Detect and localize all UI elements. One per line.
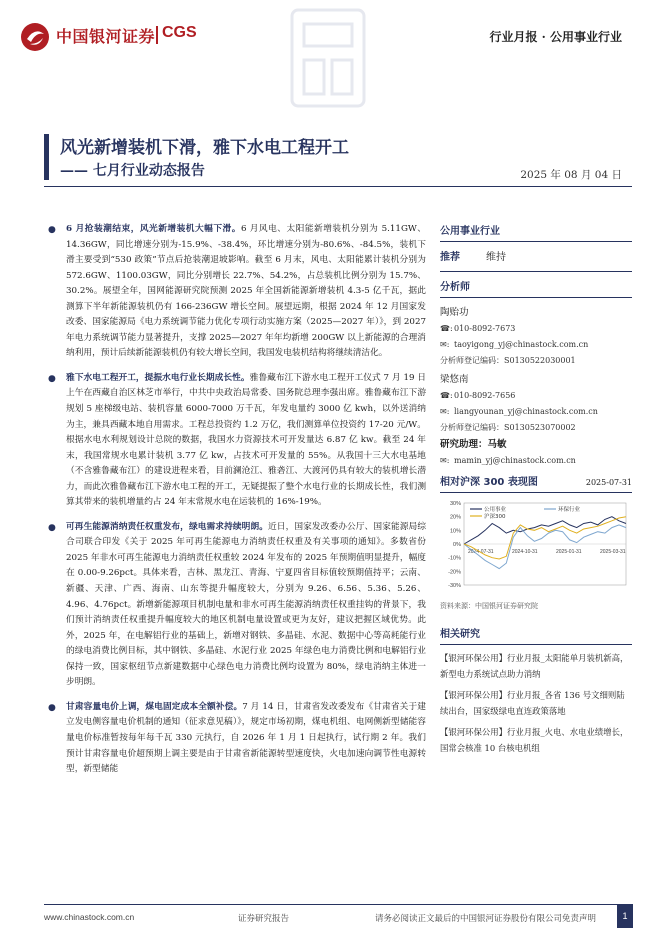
sidebar [440, 222, 632, 762]
series-line [464, 517, 626, 544]
bullet-body: 6 月风电、太阳能新增装机分别为 5.11GW、14.36GW，同比增速分别为-15.9%、-38.4%，环比增速分别为-80.6%、-84.5%，装机下滑主要受到“530 政策”节点后抢装潮退坡影响。截至 6 月末，风电、太阳能累计装机分别为 572.6GW、1100.03GW，同比分别增长 22.7%、54.2%，占总装机比例分别为 15.7%、30.2%。展望全年，国网能源研究院预测 2025 年全国新能源新增装机 4.3-5 亿千瓦，据此测算下半年新能源装机仍有 166-236GW 增长空间。展望远期，根据 2024 年 12 月国家发改委、国家能源局《电力系统调节能力优化专项行动实施方案（2025—2027 年）》，到 2027 年电力系统调节能力显著提升，支撑 2025—2027 年年均新增 200GW 以上新能源的合理消纳利用，预计后续新能源装机仍有较大增长空间，我国发电装机结构将继续清洁化。 [66, 224, 426, 359]
watermark-icon [288, 4, 368, 114]
phone-icon: ☎: [440, 391, 453, 400]
y-tick-label: -10% [448, 555, 461, 562]
bullet-paragraph [44, 700, 426, 778]
brand-separator [156, 26, 158, 44]
analyst-email [440, 404, 632, 420]
bullet-icon: ● [48, 702, 56, 713]
sidebar-divider [440, 492, 632, 493]
legend-label: 环保行业 [558, 507, 581, 513]
title-accent-bar [44, 134, 49, 180]
footer-website[interactable]: www.chinastock.com.cn [44, 912, 135, 922]
y-tick-label: -20% [448, 569, 461, 576]
sidebar-divider [440, 241, 632, 242]
bullet-paragraph [44, 520, 426, 691]
analyst-phone [440, 388, 632, 404]
rating-row [440, 248, 632, 263]
rating-label: 推荐 [440, 252, 460, 263]
bullet-body: 近日，国家发改委办公厅、国家能源局综合司联合印发《关于 2025 年可再生能源电力消纳责任权重及有关事项的通知》。多数省份 2025 年非水可再生能源电力消纳责任权重较 2024 年发布的 2025 年预期值明显提升，幅度在 0.00-9.26pct。具体来看，吉林、黑龙江、青海、宁夏四省目标值较预期值持平；云南、新疆、天津、广西、海南、山东等提升幅度较大，分别为 9.26、6.56、5.36、5.26、4.96、4.76pct。新增新能源项目机制电量和非水可再生能源消纳责任权重挂钩的背景下，我们预计消纳责任权重提升幅度较大的地区机制电量设置或更为友好，建议把握区域优势。此外，2025 年，在电解铝行业的基础上，新增对钢铁、多晶硅、水泥、数据中心等高耗能行业的绿电消费比例目标，其中钢铁、多晶硅、水泥行业 2025 年绿色电力消费比例和电解铝行业保持一致，国家枢纽节点新建数据中心绿色电力消费比例均设置为 80%，绿电消纳主体进一步明朗。 [66, 521, 427, 688]
bullet-lead: 6 月抢装潮结束，风光新增装机大幅下滑。 [66, 224, 241, 234]
page-subtitle: —— 七月行业动态报告 [60, 163, 205, 179]
related-item[interactable]: 【银河环保公用】行业月报_太阳能单月装机新高，新型电力系统试点助力消纳 [440, 653, 629, 679]
page-title: 风光新增装机下滑，雅下水电工程开工 [60, 138, 349, 158]
chart-svg [440, 499, 632, 599]
phone-icon: ☎: [440, 324, 453, 333]
bullet-lead: 可再生能源消纳责任权重发布，绿电需求持续明朗。 [66, 521, 269, 532]
analyst-reg: 分析师登记编码：S0130523070002 [440, 423, 576, 432]
related-item[interactable]: 【银河环保公用】行业月报_各省 136 号文细则陆续出台，国家级绿电直连政策落地 [440, 690, 625, 716]
brand-name: 中国银河证券 [56, 27, 156, 46]
footer-divider [44, 904, 632, 905]
bullet-body: 雅鲁藏布江下游水电工程开工仪式 7 月 19 日上午在西藏自治区林芝市举行，中共中央政治局常委、国务院总理李强出席。雅鲁藏布江下游规划 5 座梯级电站、装机容量 6000-7000 万千瓦，年发电量约 3000 亿 kwh，以外送消纳为主，兼具西藏本地自用需求。工程总投资约 1.2 万亿，我们测算单位投资约 17-20 元/W。根据水电水利规划设计总院的数据，我国水力资源技术可开发量达 6.87 亿 kw。截至 24 年末，我国常规水电累计装机 3.77 亿 kw，占技术可开发量的 55%。从我国十三大水电基地（不含雅鲁藏布江）的建设进程来看，目前澜沧江、雅砻江、大渡河仍具有较大的装机增长潜力，而此次雅鲁藏布江下游水电工程的开工，无疑提振了整个水电行业的长期成长性，我们测算其带来的装机增量约占 24 年末常规水电在运装机的 16%-19%。 [66, 372, 426, 508]
analyst-phone [440, 321, 632, 337]
legend-label: 沪深300 [484, 514, 506, 520]
email-text[interactable]: taoyigong_yj@chinastock.com.cn [454, 340, 589, 349]
phone-text: 010-8092-7656 [454, 391, 516, 400]
chart-title: 相对沪深 300 表现图 [440, 477, 538, 488]
related-item[interactable]: 【银河环保公用】行业月报_火电、水电业绩增长，国常会核准 10 台核电机组 [440, 727, 629, 753]
footer-type: 证券研究报告 [238, 914, 290, 924]
report-date: 2025 年 08 月 04 日 [520, 169, 622, 181]
brand-abbr: CGS [162, 24, 197, 41]
bullet-lead: 雅下水电工程开工，提振水电行业长期成长性。 [66, 372, 250, 383]
bullet-body: 7 月 14 日，甘肃省发改委发布《甘肃省关于建立发电侧容量电价机制的通知（征求意见稿）》，规定市场初期，煤电机组、电网侧新型储能容量电价标准暂按每年每千瓦 330 元执行，自 2026 年 1 月 1 日起执行，试行期 2 年。我们预计甘肃容量电价超预期上调主要是由于甘肃省新能源转型速度快，火电加速向调节性电源转型，新型储能 [66, 701, 426, 775]
sidebar-divider [440, 297, 632, 298]
email-text[interactable]: mamin_yj@chinastock.com.cn [454, 456, 576, 465]
analyst-name: 梁悠南 [440, 374, 469, 385]
x-tick-label: 2024-10-31 [512, 549, 538, 555]
related-header: 相关研究 [440, 629, 480, 640]
phone-text: 010-8092-7673 [454, 324, 516, 333]
analyst-header: 分析师 [440, 282, 470, 293]
title-divider [44, 186, 632, 187]
bullet-icon: ● [48, 373, 56, 384]
assistant-email [440, 453, 632, 469]
series-line [464, 525, 626, 569]
logo-icon [20, 22, 50, 52]
bullet-paragraph [44, 371, 426, 511]
y-tick-label: 20% [449, 514, 461, 521]
analyst-name: 陶贻功 [440, 307, 469, 318]
bullet-paragraph [44, 222, 426, 362]
y-tick-label: 30% [449, 501, 461, 507]
email-icon: ✉: [440, 407, 450, 416]
email-icon: ✉: [440, 456, 450, 465]
performance-chart [440, 499, 632, 599]
footer-disclaimer: 请务必阅读正文最后的中国银河证券股份有限公司免责声明 [375, 914, 597, 924]
y-tick-label: 10% [449, 528, 461, 535]
bullet-icon: ● [48, 225, 56, 235]
bullet-icon: ● [48, 522, 56, 533]
page-number: 1 [617, 904, 633, 928]
x-tick-label: 2024-07-31 [468, 549, 494, 555]
legend-label: 公用事业 [484, 507, 507, 513]
industry-label: 公用事业行业 [440, 226, 500, 237]
analyst-email [440, 337, 632, 353]
assistant-label: 研究助理：马敏 [440, 439, 507, 450]
bullet-lead: 甘肃容量电价上调，煤电固定成本全额补偿。 [66, 701, 243, 712]
chart-source: 资料来源：中国银河证券研究院 [440, 602, 538, 610]
email-icon: ✉: [440, 340, 450, 349]
sidebar-divider [440, 271, 632, 272]
main-content [44, 222, 426, 787]
chart-date: 2025-07-31 [585, 478, 632, 487]
analyst-reg: 分析师登记编码：S0130522030001 [440, 356, 576, 365]
y-tick-label: 0% [453, 542, 461, 548]
rating-value: 维持 [486, 252, 506, 263]
chart-header [440, 473, 632, 488]
report-type: 行业月报 · 公用事业行业 [489, 30, 622, 44]
y-tick-label: -30% [448, 583, 461, 589]
sidebar-divider [440, 644, 632, 645]
x-tick-label: 2025-01-31 [556, 549, 582, 555]
x-tick-label: 2025-03-31 [600, 549, 626, 555]
email-text[interactable]: liangyounan_yj@chinastock.com.cn [454, 407, 598, 416]
